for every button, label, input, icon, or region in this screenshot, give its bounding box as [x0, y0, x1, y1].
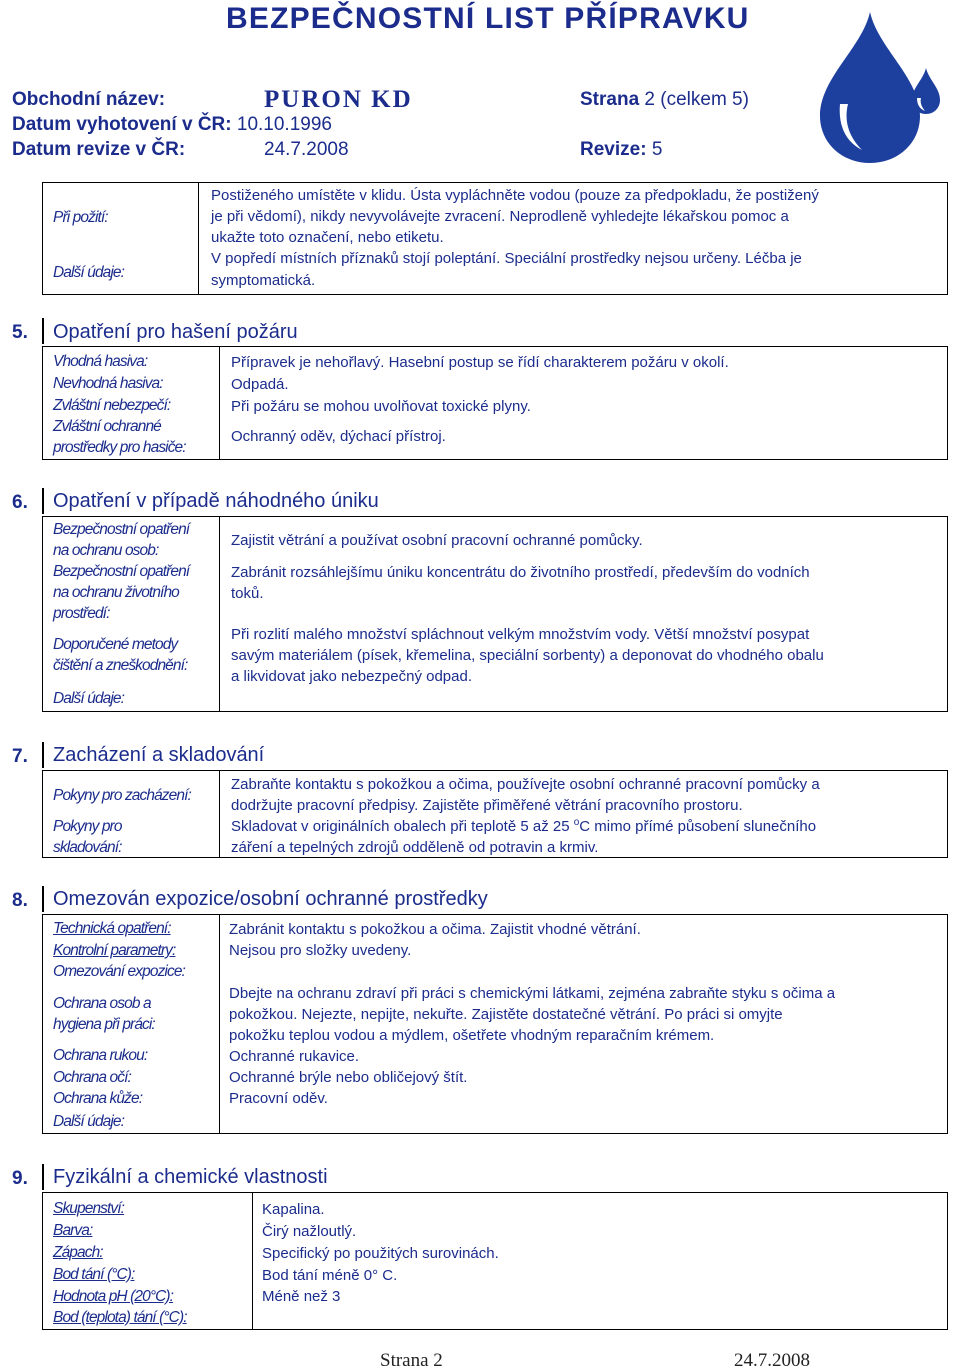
further-text-2: symptomatická. [211, 272, 316, 289]
trade-name: PURON KD [264, 86, 413, 113]
persons-label-2: na ochranu osob: [53, 542, 159, 559]
tech-value: Zabránit kontaktu s pokožkou a očima. Zajistit vhodné větrání. [229, 921, 641, 938]
eyes-value: Ochranné brýle nebo obličejový štít. [229, 1069, 468, 1086]
page-indicator [580, 89, 749, 111]
revision-date: 24.7.2008 [264, 139, 349, 160]
odor-label: Zápach: [53, 1244, 103, 1261]
melting-value: Bod tání méně 0° C. [262, 1267, 398, 1284]
persons-value: Zajistit větrání a používat osobní pracovní ochranné pomůcky. [231, 532, 643, 549]
section-7-number: 7. [12, 746, 28, 767]
suitable-label: Vhodná hasiva: [53, 353, 148, 370]
ingestion-text-2: je při vědomí), nikdy nevyvolávejte zvracení. Neprodleně vyhledejte lékařskou pomoc a [211, 208, 789, 225]
melting-label: Bod tání (°C): [53, 1266, 135, 1283]
persons-label-1: Bezpečnostní opatření [53, 521, 190, 538]
page-value: 2 (celkem 5) [644, 89, 749, 110]
section-6-further-label: Další údaje: [53, 690, 125, 707]
odor-value: Specifický po použitých surovinách. [262, 1245, 499, 1262]
section-9-number: 9. [12, 1168, 28, 1189]
suitable-value: Přípravek je nehořlavý. Hasební postup se řídí charakterem požáru v okolí. [231, 354, 729, 371]
env-label-3: prostředí: [53, 605, 110, 622]
hazard-label: Zvláštní nebezpečí: [53, 397, 171, 414]
issue-date-row [12, 114, 332, 136]
control-value: Nejsou pro složky uvedeny. [229, 942, 412, 959]
further-text-1: V popředí místních příznaků stojí poleptání. Speciální prostředky nejsou určeny. Léčba je [211, 250, 802, 267]
section-5-number: 5. [12, 322, 28, 343]
section-8-further-label: Další údaje: [53, 1113, 125, 1130]
page-label: Strana [580, 89, 640, 110]
env-value-1: Zabránit rozsáhlejšímu úniku koncentrátu do životního prostředí, především do vodních [231, 564, 810, 581]
issue-date: 10.10.1996 [236, 114, 332, 135]
footer-date: 24.7.2008 [734, 1350, 810, 1370]
cleanup-value-2: savým materiálem (písek, křemelina, speciální sorbenty) a deponovat do vhodného obalu [231, 647, 824, 664]
handling-value-1: Zabraňte kontaktu s pokožkou a očima, používejte osobní ochranné pracovní pomůcky a [231, 776, 820, 793]
ph-label: Hodnota pH (20°C): [53, 1288, 174, 1305]
ingestion-text-1: Postiženého umístěte v klidu. Ústa vypláchněte vodou (pouze za předpokladu, že postižený [211, 187, 819, 204]
protective-label-1: Zvláštní ochranné [53, 418, 161, 435]
cleanup-label-2: čištění a zneškodnění: [53, 657, 188, 674]
revision-date-label: Datum revize v ČR: [12, 139, 186, 160]
hygiene-label-2: hygiena při práci: [53, 1016, 155, 1033]
unsuitable-value: Odpadá. [231, 376, 289, 393]
hands-value: Ochranné rukavice. [229, 1048, 360, 1065]
storage-label-1: Pokyny pro [53, 818, 122, 835]
cleanup-value-1: Při rozlití malého množství spláchnout velkým množstvím vody. Větší množství posypat [231, 626, 810, 643]
hygiene-value-1: Dbejte na ochranu zdraví při práci s chemickými látkami, zejména zabraňte styku s očima a [229, 985, 836, 1002]
skin-value: Pracovní oděv. [229, 1090, 328, 1107]
revision-value: 5 [651, 139, 663, 160]
color-label: Barva: [53, 1222, 93, 1239]
section-9-title: Fyzikální a chemické vlastnosti [53, 1166, 328, 1188]
env-value-2: toků. [231, 585, 264, 602]
section-7-title: Zacházení a skladování [53, 744, 265, 766]
protective-value: Ochranný oděv, dýchací přístroj. [231, 428, 446, 445]
storage-value-2: záření a tepelných zdrojů odděleně od potravin a krmiv. [231, 839, 599, 856]
exposure-label: Omezování expozice: [53, 963, 185, 980]
env-label-1: Bezpečnostní opatření [53, 563, 190, 580]
issue-date-label: Datum vyhotovení v ČR: [12, 114, 232, 135]
hazard-value: Při požáru se mohou uvolňovat toxické plyny. [231, 398, 531, 415]
hygiene-value-2: pokožkou. Nejezte, nepijte, nekuřte. Zajistěte dostatečné větrání. Po práci si omyjte [229, 1006, 783, 1023]
ingestion-label: Při požití: [53, 209, 108, 226]
handling-label: Pokyny pro zacházení: [53, 787, 191, 804]
state-value: Kapalina. [262, 1201, 325, 1218]
env-label-2: na ochranu životního [53, 584, 179, 601]
section-5-title: Opatření pro hašení požáru [53, 321, 298, 343]
footer-page: Strana 2 [380, 1350, 443, 1370]
revision-row [580, 139, 662, 161]
further-label: Další údaje: [53, 264, 125, 281]
hygiene-value-3: pokožku teplou vodou a mýdlem, ošetřete vhodným reparačním krémem. [229, 1027, 715, 1044]
skin-label: Ochrana kůže: [53, 1090, 143, 1107]
unsuitable-label: Nevhodná hasiva: [53, 375, 163, 392]
document-title: BEZPEČNOSTNÍ LIST PŘÍPRAVKU [226, 2, 750, 35]
section-8-number: 8. [12, 890, 28, 911]
hands-label: Ochrana rukou: [53, 1047, 148, 1064]
ph-value: Méně než 3 [262, 1288, 341, 1305]
tech-label: Technická opatření: [53, 920, 171, 937]
storage-value-1: Skladovat v originálních obalech při teplotě 5 až 25 $^o$C mimo přímé působení slunečního [231, 817, 817, 835]
color-value: Čirý nažloutlý. [262, 1223, 357, 1240]
revision-label: Revize: [580, 139, 647, 160]
handling-value-2: dodržujte pracovní předpisy. Zajistěte přiměřené větrání pracovního prostoru. [231, 797, 743, 814]
state-label: Skupenství: [53, 1200, 125, 1217]
ingestion-text-3: ukažte toto označení, nebo etiketu. [211, 229, 444, 246]
protective-label-2: prostředky pro hasiče: [53, 439, 186, 456]
water-drop-icon [808, 8, 958, 168]
trade-name-label: Obchodní název: [12, 89, 166, 110]
section-8-title: Omezován expozice/osobní ochranné prostředky [53, 888, 488, 910]
cleanup-value-3: a likvidovat jako nebezpečný odpad. [231, 668, 472, 685]
hygiene-label-1: Ochrana osob a [53, 995, 151, 1012]
storage-label-2: skladování: [53, 839, 122, 856]
section-6-number: 6. [12, 492, 28, 513]
eyes-label: Ochrana očí: [53, 1069, 131, 1086]
cleanup-label-1: Doporučené metody [53, 636, 178, 653]
boiling-label: Bod (teplota) tání (°C): [53, 1309, 187, 1326]
control-label: Kontrolní parametry: [53, 942, 176, 959]
section-6-title: Opatření v případě náhodného úniku [53, 490, 379, 512]
